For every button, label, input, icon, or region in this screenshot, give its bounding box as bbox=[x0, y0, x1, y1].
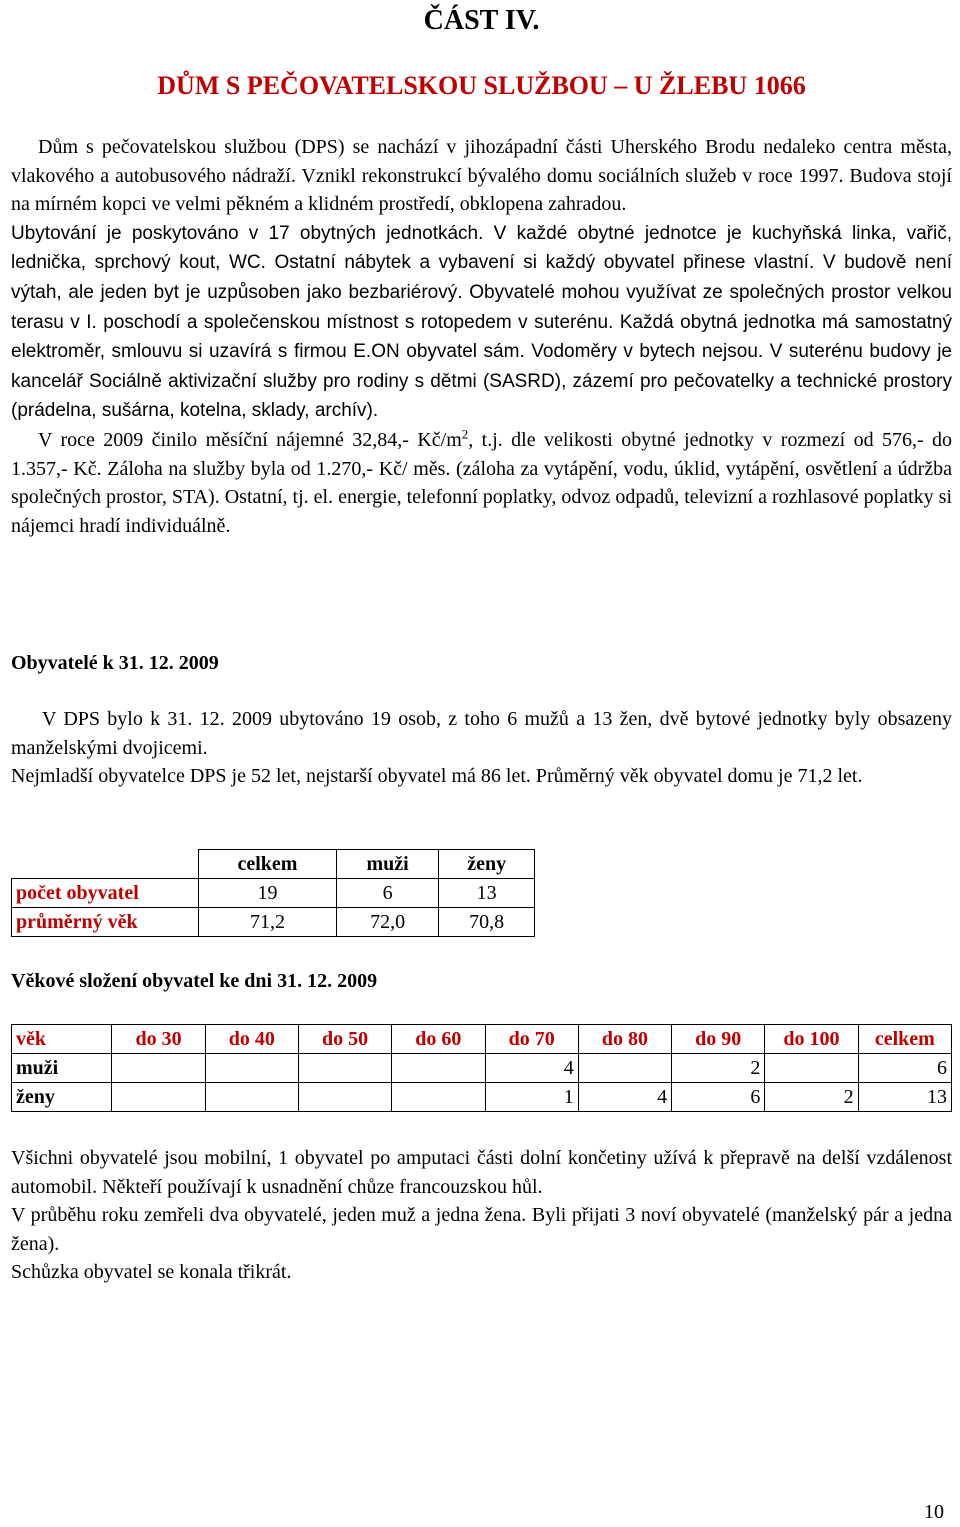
closing-text-3: Schůzka obyvatel se konala třikrát. bbox=[11, 1261, 292, 1284]
part-title: ČÁST IV. bbox=[423, 5, 540, 36]
rent-text-a: V roce 2009 činilo měsíční nájemné 32,84,- Kč/m bbox=[38, 428, 462, 451]
table-cell: 6 bbox=[672, 1083, 765, 1112]
age-header-cell: do 50 bbox=[298, 1025, 391, 1054]
table-cell bbox=[205, 1083, 298, 1112]
residents-heading: Obyvatelé k 31. 12. 2009 bbox=[11, 652, 219, 674]
age-header-cell: do 40 bbox=[205, 1025, 298, 1054]
age-table bbox=[11, 1024, 952, 1112]
closing-paragraph bbox=[11, 1144, 952, 1287]
table-cell: 6 bbox=[336, 879, 438, 908]
summary-header-cell: ženy bbox=[439, 850, 535, 879]
table-cell bbox=[112, 1083, 205, 1112]
residents-text-1: V DPS bylo k 31. 12. 2009 ubytováno 19 osob, z toho 6 mužů a 13 žen, dvě bytové jednotky byly obsazeny manželskými dvojicemi. bbox=[11, 708, 952, 759]
table-cell: 2 bbox=[672, 1054, 765, 1083]
closing-text-2: V průběhu roku zemřeli dva obyvatelé, jeden muž a jedna žena. Byli přijati 3 noví obyvatelé (manželský pár a jedna žena). bbox=[11, 1204, 952, 1255]
table-cell: 2 bbox=[765, 1083, 858, 1112]
age-header-cell: do 100 bbox=[765, 1025, 858, 1054]
table-cell: 71,2 bbox=[199, 908, 337, 937]
table-cell bbox=[392, 1083, 485, 1112]
table-row bbox=[12, 879, 535, 908]
page-number: 10 bbox=[924, 1501, 944, 1523]
row-label: počet obyvatel bbox=[12, 879, 199, 908]
age-header-cell: do 30 bbox=[112, 1025, 205, 1054]
table-cell bbox=[205, 1054, 298, 1083]
table-cell: 70,8 bbox=[439, 908, 535, 937]
summary-header-cell: muži bbox=[336, 850, 438, 879]
table-row bbox=[12, 1054, 952, 1083]
table-cell bbox=[298, 1083, 391, 1112]
row-label: průměrný věk bbox=[12, 908, 199, 937]
table-cell: 13 bbox=[439, 879, 535, 908]
age-header-cell: do 80 bbox=[578, 1025, 671, 1054]
table-cell: 4 bbox=[578, 1083, 671, 1112]
residents-text-2: Nejmladší obyvatelce DPS je 52 let, nejstarší obyvatel má 86 let. Průměrný věk obyvatel domu je 71,2 let. bbox=[11, 765, 863, 788]
table-cell: 13 bbox=[858, 1083, 951, 1112]
house-title: DŮM S PEČOVATELSKOU SLUŽBOU – U ŽLEBU 1066 bbox=[157, 71, 806, 100]
summary-table bbox=[11, 849, 535, 937]
age-header-cell: do 70 bbox=[485, 1025, 578, 1054]
residents-paragraph bbox=[11, 705, 952, 791]
table-cell: 6 bbox=[858, 1054, 951, 1083]
age-header-cell: do 60 bbox=[392, 1025, 485, 1054]
rent-superscript: 2 bbox=[461, 426, 469, 442]
summary-header-cell bbox=[12, 850, 199, 879]
intro-paragraph bbox=[11, 133, 952, 540]
table-cell bbox=[298, 1054, 391, 1083]
intro-text-1: Dům s pečovatelskou službou (DPS) se nachází v jihozápadní části Uherského Brodu nedaleko centra města, vlakového a autobusového nádraží. Vznikl rekonstrukcí bývalého domu sociálních služeb v roce 1997. Budova stojí na mírném kopci ve velmi pěkném a klidném prostředí, obklopena zahradou. bbox=[11, 136, 952, 216]
age-header-cell: do 90 bbox=[672, 1025, 765, 1054]
table-row bbox=[12, 908, 535, 937]
row-label: ženy bbox=[12, 1083, 112, 1112]
age-header-row bbox=[12, 1025, 952, 1054]
table-cell bbox=[392, 1054, 485, 1083]
intro-text-2b: V každé obytné jednotce je kuchyňská linka, vařič, lednička, sprchový kout, WC. Ostatní nábytek a vybavení si každý obyvatel přinese vlastní. V budově není výtah, ale jeden byt je uzpůsoben jako bezbariérový. Obyvatelé mohou využívat ze společných prostor velkou terasu v I. poschodí a společenskou místnost s rotopedem v suterénu. Každá obytná jednotka má samostatný elektroměr, smlouvu si uzavírá s firmou E.ON obyvatel sám. Vodoměry v bytech nejsou. V suterénu budovy je kancelář Sociálně aktivizační služby pro rodiny s dětmi (SASRD), zázemí pro pečovatelky a technické prostory (prádelna, sušárna, kotelna, sklady, archív). bbox=[11, 222, 952, 422]
age-header-cell: celkem bbox=[858, 1025, 951, 1054]
intro-text-2a: Ubytování je poskytováno v 17 obytných jednotkách. bbox=[11, 222, 484, 244]
table-row bbox=[12, 1083, 952, 1112]
summary-header-cell: celkem bbox=[199, 850, 337, 879]
table-cell bbox=[765, 1054, 858, 1083]
closing-text-1: Všichni obyvatelé jsou mobilní, 1 obyvatel po amputaci části dolní končetiny užívá k přepravě na delší vzdálenost automobil. Někteří používají k usnadnění chůze francouzskou hůl. bbox=[11, 1147, 952, 1198]
row-label: muži bbox=[12, 1054, 112, 1083]
table-cell bbox=[112, 1054, 205, 1083]
table-cell bbox=[578, 1054, 671, 1083]
table-cell: 19 bbox=[199, 879, 337, 908]
age-heading: Věkové složení obyvatel ke dni 31. 12. 2009 bbox=[11, 970, 378, 992]
rent-text-b: , t.j. dle velikosti obytné jednotky v rozmezí od 576,- do 1.357,- Kč. Záloha na služby byla od 1.270,- Kč/ měs. (záloha za vytápění, vodu, úklid, vytápění, osvětlení a údržba společných prostor, STA). Ostatní, tj. el. energie, telefonní poplatky, odvoz odpadů, televizní a rozhlasové poplatky si nájemci hradí individuálně. bbox=[11, 428, 953, 537]
age-header-cell: věk bbox=[12, 1025, 112, 1054]
table-cell: 1 bbox=[485, 1083, 578, 1112]
table-cell: 4 bbox=[485, 1054, 578, 1083]
summary-header-row bbox=[12, 850, 535, 879]
table-cell: 72,0 bbox=[336, 908, 438, 937]
